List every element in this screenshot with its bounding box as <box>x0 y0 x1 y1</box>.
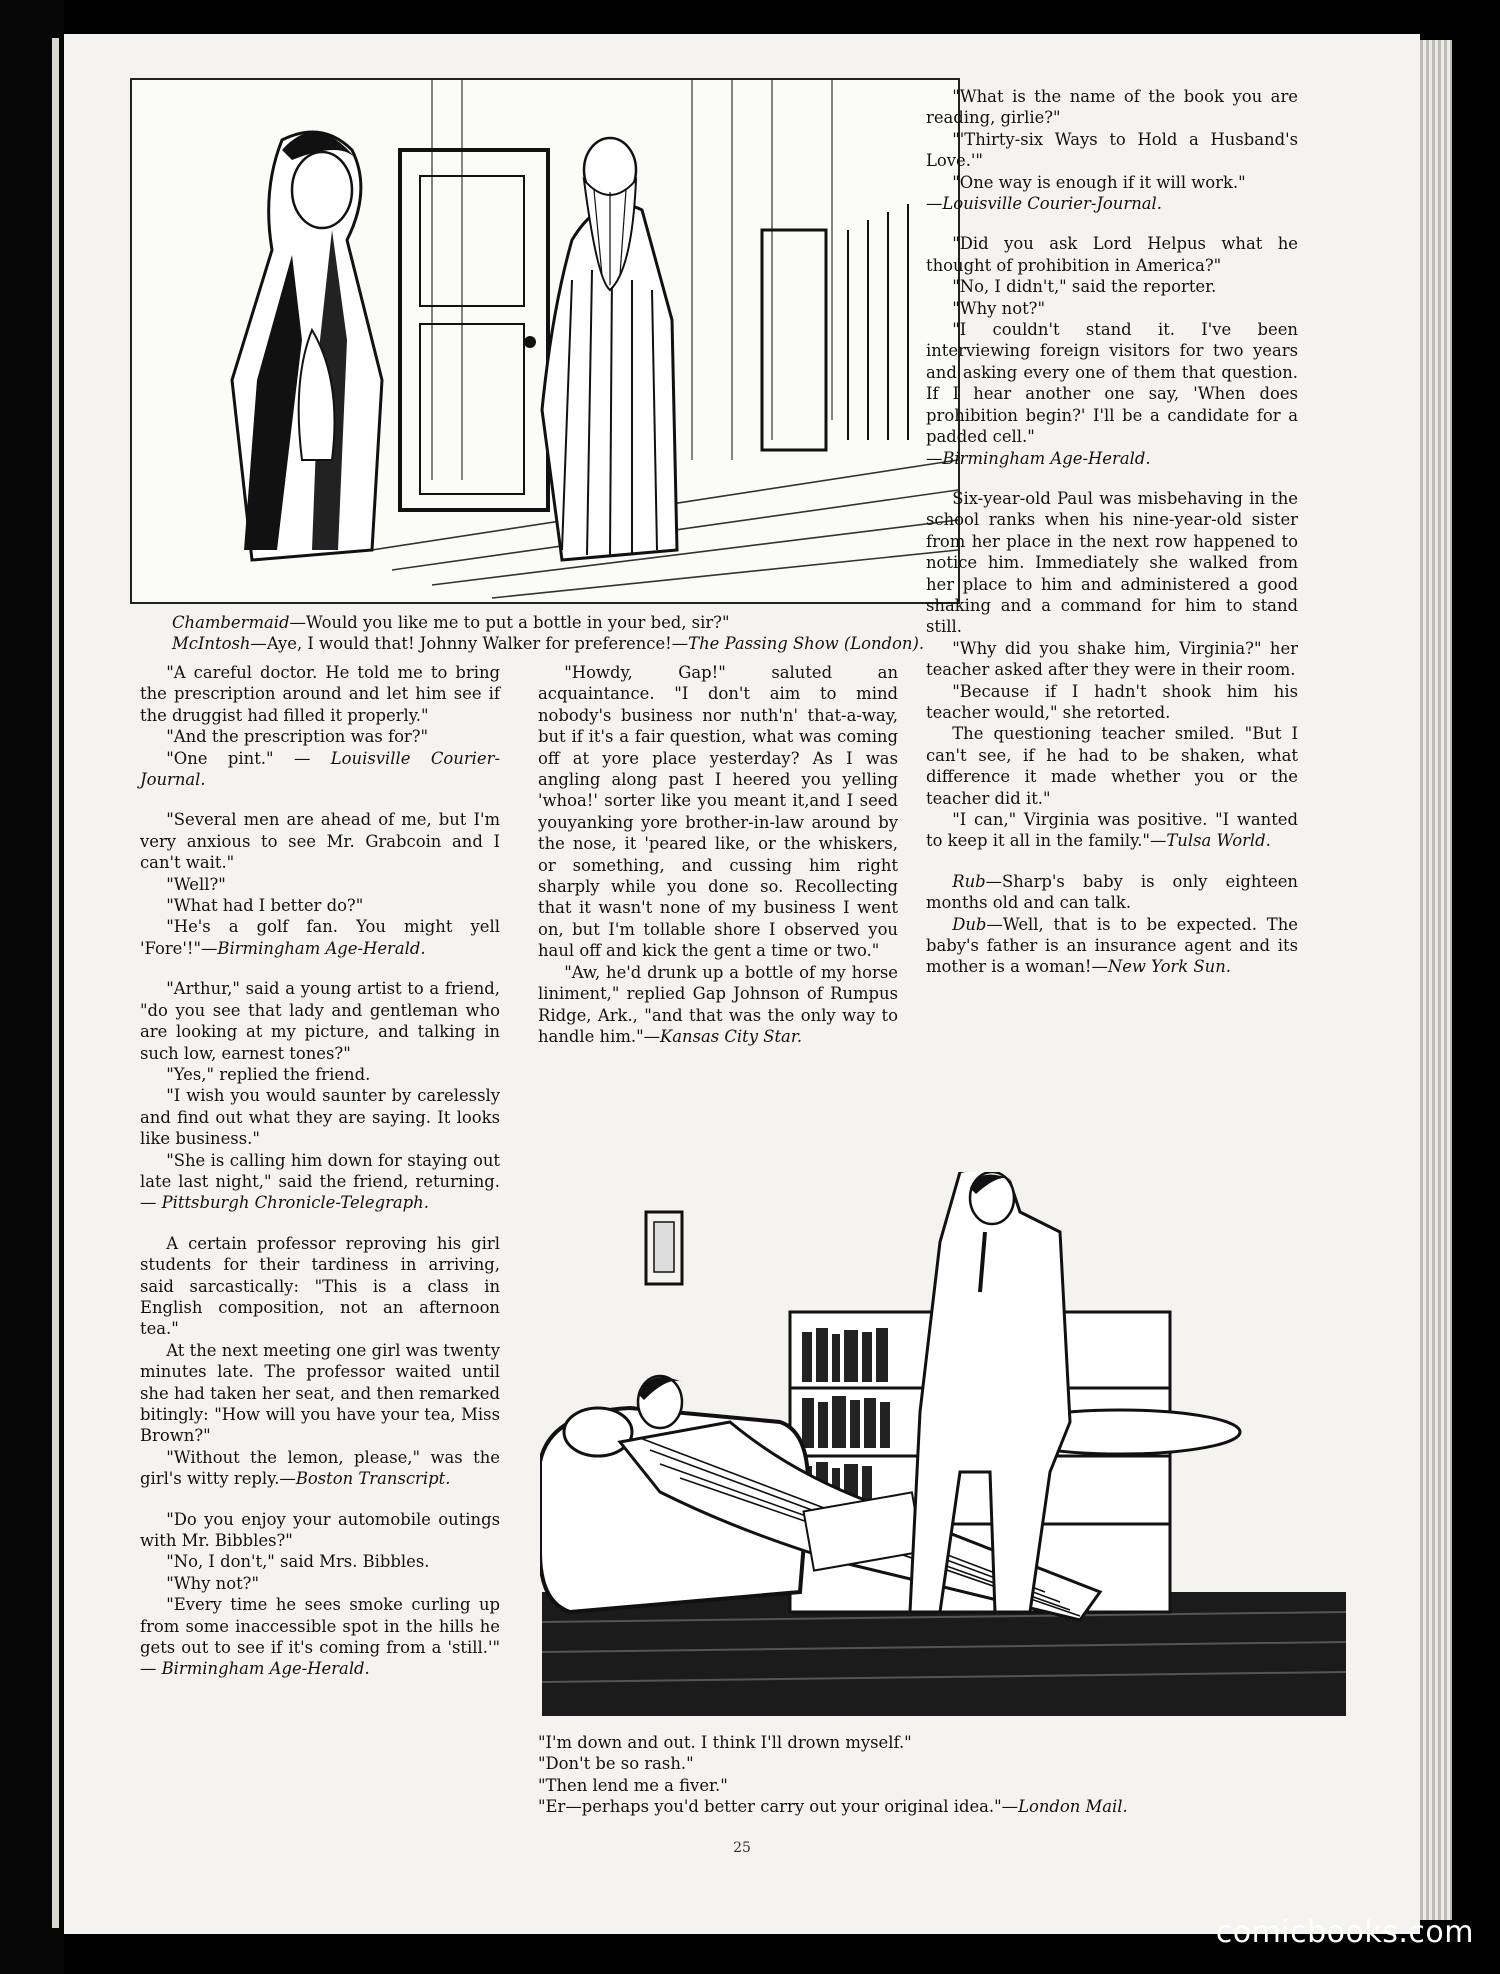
joke-credit: New York Sun. <box>1107 957 1231 977</box>
joke-credit: Pittsburgh Chronicle-Telegraph. <box>161 1193 429 1213</box>
joke-paragraph: "She is calling him down for staying out late last night," said the friend, returning. — Pittsburgh Chronicle-Telegraph. <box>140 1150 500 1213</box>
bottom-cartoon-caption <box>538 1732 1358 1818</box>
caption-line: "Then lend me a fiver." <box>538 1775 728 1795</box>
joke-credit: —Louisville Courier-Journal. <box>926 194 1162 214</box>
joke-paragraph: "And the prescription was for?" <box>166 727 429 747</box>
caption-line: "Er—perhaps you'd better carry out your original idea."—London Mail. <box>538 1797 1128 1817</box>
joke-careful-doctor <box>140 662 500 790</box>
cartoon-library-illustration <box>540 1172 1348 1720</box>
joke-credit: —Birmingham Age-Herald. <box>926 448 1151 468</box>
joke-paragraph: A certain professor reproving his girl students for their tardiness in arriving, said sarcastically: "This is a class in English composition, not an afternoon tea." <box>140 1233 500 1339</box>
magazine-page <box>64 34 1420 1934</box>
joke-credit: Kansas City Star. <box>660 1026 803 1046</box>
joke-paragraph: "Several men are ahead of me, but I'm very anxious to see Mr. Grabcoin and I can't wait." <box>140 810 500 873</box>
watermark: comicbooks.com <box>1215 1915 1474 1950</box>
joke-paragraph: "Do you enjoy your automobile outings with Mr. Bibbles?" <box>140 1509 500 1551</box>
speaker-mcintosh: McIntosh <box>172 634 251 654</box>
column-middle <box>538 662 898 1066</box>
facing-page-edge <box>52 38 59 1928</box>
column-right <box>926 86 1298 997</box>
page-number: 25 <box>733 1840 751 1856</box>
joke-paragraph: "What is the name of the book you are reading, girlie?" <box>926 87 1298 128</box>
joke-book-girlie <box>926 86 1298 214</box>
page-stack-edge <box>1420 40 1452 1920</box>
joke-paragraph: The questioning teacher smiled. "But I can't see, if he had to be shaken, what difference it made whether you or the teacher did it." <box>926 724 1298 808</box>
joke-credit: Birmingham Age-Herald. <box>161 1659 370 1679</box>
joke-paragraph: "One pint." — Louisville Courier-Journal. <box>140 748 500 790</box>
joke-young-artist <box>140 978 500 1213</box>
joke-paragraph: Dub—Well, that is to be expected. The baby's father is an insurance agent and its mother is a woman!—New York Sun. <box>926 914 1298 977</box>
joke-rub-dub <box>926 871 1298 978</box>
joke-paragraph: "'Thirty-six Ways to Hold a Husband's Love.'" <box>926 129 1298 171</box>
speaker-chambermaid: Chambermaid <box>172 613 290 632</box>
joke-paragraph: "Did you ask Lord Helpus what he thought of prohibition in America?" <box>926 234 1298 275</box>
joke-paragraph: "Every time he sees smoke curling up from some inaccessible spot in the hills he gets out to see if it's coming from a 'still.'" — Birmingham Age-Herald. <box>140 1595 500 1679</box>
joke-credit: Tulsa World. <box>1166 831 1271 851</box>
top-cartoon-caption <box>172 612 952 655</box>
joke-paragraph: "I wish you would saunter by carelessly and find out what they are saying. It looks like business." <box>140 1086 500 1149</box>
joke-paragraph: "Why not?" <box>952 298 1045 318</box>
joke-paragraph: Rub—Sharp's baby is only eighteen months old and can talk. <box>926 871 1298 913</box>
joke-paragraph: "Why not?" <box>166 1573 259 1593</box>
joke-paragraph: "Howdy, Gap!" saluted an acquaintance. "I don't aim to mind nobody's business nor nuth'n' that-a-way, but if it's a fair question, what was coming off at yore place yesterday? As I was angling along past I heered you yelling 'whoa!' sorter like you meant it,and I seed youyanking yore brother-in-law around by the nose, it 'peared like, or the whiskers, or something, and cussing him right sharply while you done so. Recollecting that it wasn't none of my business I went on, but I'm tollable shore I observed you haul off and kick the gent a time or two." <box>538 663 898 961</box>
joke-paragraph: "He's a golf fan. You might yell 'Fore'!"—Birmingham Age-Herald. <box>140 917 500 958</box>
joke-professor-tea <box>140 1233 500 1490</box>
joke-paragraph: "Arthur," said a young artist to a friend, "do you see that lady and gentleman who are looking at my picture, and talking in such low, earnest tones?" <box>140 979 500 1063</box>
joke-paragraph: "Yes," replied the friend. <box>166 1064 371 1084</box>
joke-paragraph: "No, I don't," said Mrs. Bibbles. <box>166 1552 430 1572</box>
joke-paragraph: "I couldn't stand it. I've been interviewing foreign visitors for two years and asking every one of them that question. If I hear another one say, 'When does prohibition begin?' I'll be a candidate for a padded cell." <box>926 320 1298 447</box>
joke-credit: Boston Transcript. <box>295 1469 451 1489</box>
caption-credit: London Mail. <box>1018 1797 1128 1817</box>
joke-lord-helpus <box>926 233 1298 468</box>
caption-line: "Don't be so rash." <box>538 1754 694 1774</box>
joke-paragraph: "Because if I hadn't shook him his teacher would," she retorted. <box>926 681 1298 722</box>
joke-automobile-outings <box>140 1509 500 1680</box>
joke-paragraph: "Well?" <box>166 874 226 894</box>
joke-paragraph: "One way is enough if it will work." <box>952 172 1246 192</box>
joke-paragraph: At the next meeting one girl was twenty minutes late. The professor waited until she had taken her seat, and then remarked bitingly: "How will you have your tea, Miss Brown?" <box>140 1340 500 1446</box>
joke-golf-fan <box>140 809 500 959</box>
cartoon-chambermaid-illustration <box>130 78 960 604</box>
joke-gap-johnson <box>538 662 898 1047</box>
caption-credit: The Passing Show (London). <box>688 634 925 654</box>
caption-line-1: —Would you like me to put a bottle in your bed, sir?" <box>289 613 730 632</box>
caption-line-2: —Aye, I would that! Johnny Walker for preference!— <box>250 634 689 654</box>
joke-paragraph: "No, I didn't," said the reporter. <box>952 277 1217 297</box>
joke-paragraph: "A careful doctor. He told me to bring the prescription around and let him see if the druggist had filled it properly." <box>140 663 500 725</box>
joke-virginia-paul <box>926 488 1298 852</box>
joke-paragraph: "Aw, he'd drunk up a bottle of my horse liniment," replied Gap Johnson of Rumpus Ridge, Ark., "and that was the only way to handle him."—Kansas City Star. <box>538 962 898 1046</box>
joke-credit: Louisville Courier-Journal. <box>140 748 500 790</box>
joke-paragraph: "Why did you shake him, Virginia?" her teacher asked after they were in their room. <box>926 638 1298 680</box>
joke-paragraph: "I can," Virginia was positive. "I wanted to keep it all in the family."—Tulsa World. <box>926 810 1298 851</box>
left-gutter <box>0 0 64 1974</box>
joke-paragraph: Six-year-old Paul was misbehaving in the school ranks when his nine-year-old sister from her place in the next row happened to notice him. Immediately she walked from her place to him and administered a good shaking and a command for him to stand still. <box>926 488 1298 637</box>
column-left <box>140 662 500 1699</box>
caption-line: "I'm down and out. I think I'll drown myself." <box>538 1733 912 1752</box>
joke-paragraph: "What had I better do?" <box>166 896 364 916</box>
joke-credit: Birmingham Age-Herald. <box>217 938 426 958</box>
joke-paragraph: "Without the lemon, please," was the girl's witty reply.—Boston Transcript. <box>140 1447 500 1489</box>
